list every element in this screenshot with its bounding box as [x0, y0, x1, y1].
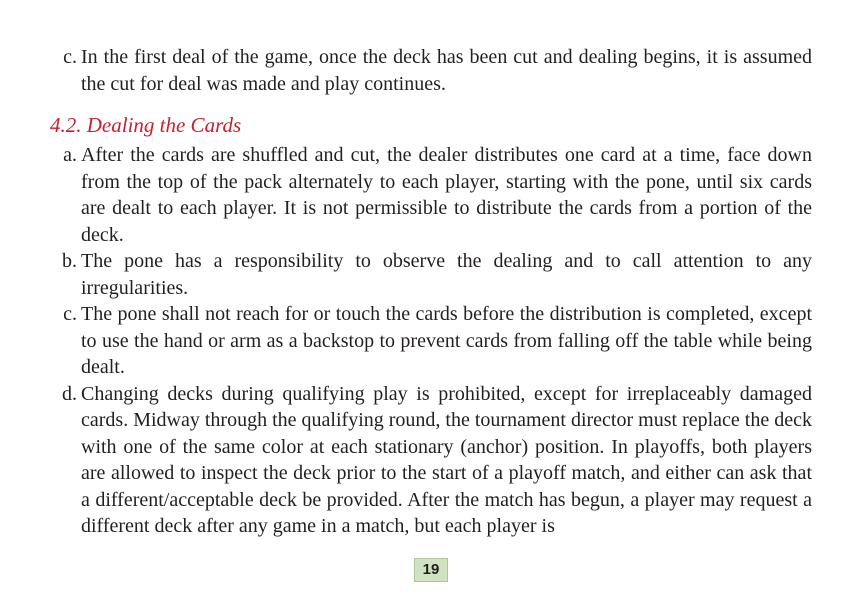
- section-heading: 4.2. Dealing the Cards: [50, 113, 242, 137]
- list-item-text: After the cards are shuffled and cut, the dealer distributes one card at a time, face down from the top of the pack alternately to each player, starting with the pone, until six cards are dealt to each player. It is not permissible to distribute the cards from a portion of the deck.: [81, 144, 812, 246]
- list-item-intro-c: [50, 44, 812, 97]
- list-marker: c.: [63, 303, 77, 325]
- list-item-text: The pone has a responsibility to observe the dealing and to call attention to any irregularities.: [81, 250, 812, 299]
- document-page: [50, 44, 812, 540]
- list-item-text: Changing decks during qualifying play is prohibited, except for irreplaceably damaged cards. Midway through the qualifying round, the tournament director must replace the deck with one of the same color at each stationary (anchor) position. In playoffs, both players are allowed to inspect the deck prior to the start of a playoff match, and either can ask that a different/acceptable deck be provided. After the match has begun, a player may request a different deck after any game in a match, but each player is: [81, 382, 812, 537]
- list-marker: b.: [62, 250, 77, 272]
- list-marker: c.: [63, 46, 77, 68]
- list-marker: a.: [63, 144, 77, 166]
- list-item-text: The pone shall not reach for or touch the cards before the distribution is completed, except to use the hand or arm as a backstop to prevent cards from falling off the table while being dealt.: [81, 303, 812, 378]
- list-item-c: [50, 301, 812, 381]
- page-number-badge: 19: [414, 558, 448, 582]
- list-item-d: [50, 381, 812, 540]
- list-item-a: [50, 142, 812, 248]
- list-item-text: In the first deal of the game, once the deck has been cut and dealing begins, it is assumed the cut for deal was made and play continues.: [81, 46, 812, 95]
- list-marker: d.: [62, 382, 77, 405]
- list-item-b: [50, 248, 812, 301]
